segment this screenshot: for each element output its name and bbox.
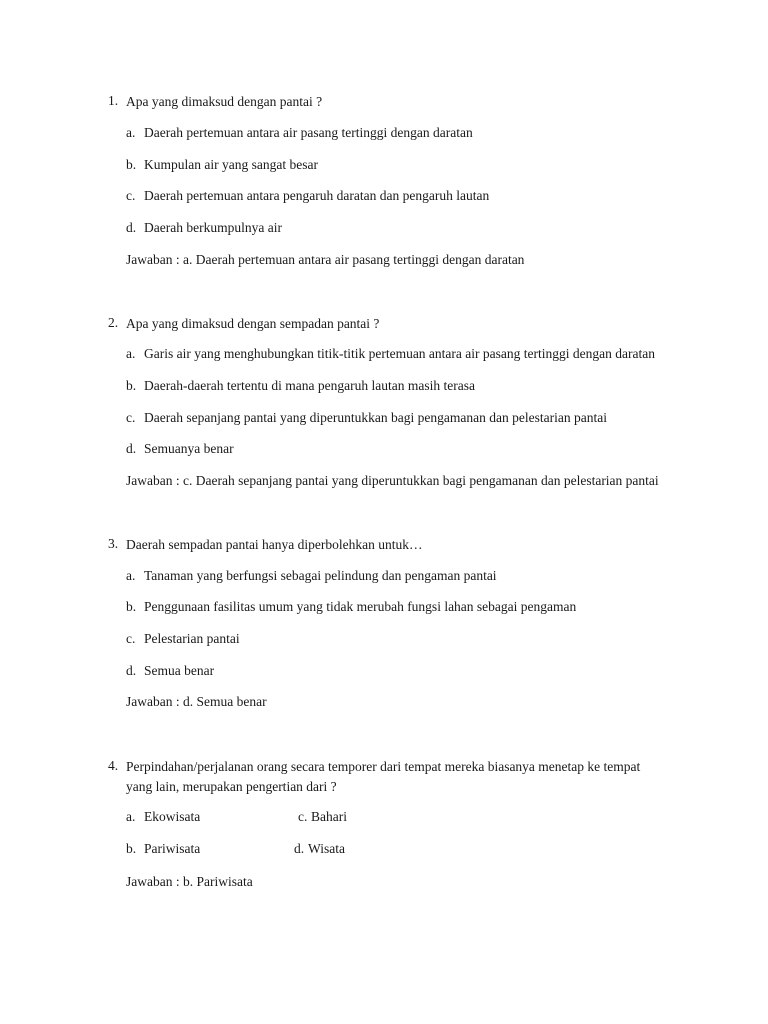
option-text: Kumpulan air yang sangat besar bbox=[144, 157, 318, 172]
option-text: Pariwisata bbox=[144, 841, 201, 856]
option-text: Tanaman yang berfungsi sebagai pelindung dan pengaman pantai bbox=[144, 568, 497, 583]
option-letter: c. bbox=[126, 410, 136, 425]
question-text: Daerah sempadan pantai hanya diperbolehkan untuk… bbox=[126, 537, 423, 552]
option-text: Daerah-daerah tertentu di mana pengaruh lautan masih terasa bbox=[144, 378, 475, 393]
option-letter: c. bbox=[126, 631, 136, 646]
option-text: Wisata bbox=[308, 841, 345, 856]
option-letter: d. bbox=[126, 663, 137, 678]
option-letter: c. bbox=[298, 809, 308, 824]
option-letter: b. bbox=[126, 378, 137, 393]
option-letter: b. bbox=[126, 599, 137, 614]
question-3-line bbox=[108, 535, 668, 553]
option-letter: d. bbox=[126, 441, 137, 456]
question-1-line bbox=[108, 92, 668, 110]
question-number: 4. bbox=[108, 758, 119, 773]
option-text: Daerah sepanjang pantai yang diperuntukkan bagi pengamanan dan pelestarian pantai bbox=[144, 410, 607, 425]
option-text: Daerah pertemuan antara air pasang tertinggi dengan daratan bbox=[144, 125, 473, 140]
question-3 bbox=[108, 535, 668, 553]
question-text: Apa yang dimaksud dengan pantai ? bbox=[126, 94, 323, 109]
question-number: 3. bbox=[108, 536, 119, 551]
question-4-line bbox=[108, 757, 668, 797]
question-text: Perpindahan/perjalanan orang secara temporer dari tempat mereka biasanya menetap ke tempat yang lain, merupakan pengertian dari ? bbox=[126, 759, 641, 794]
option-text: Pelestarian pantai bbox=[144, 631, 240, 646]
option-letter: d. bbox=[294, 841, 305, 856]
answer-2: Jawaban : c. Daerah sepanjang pantai yang diperuntukkan bagi pengamanan dan pelestarian pantai bbox=[126, 473, 659, 488]
option-text: Bahari bbox=[311, 809, 347, 824]
question-2-line bbox=[108, 314, 668, 332]
option-text: Ekowisata bbox=[144, 809, 201, 824]
option-text: Penggunaan fasilitas umum yang tidak merubah fungsi lahan sebagai pengaman bbox=[144, 599, 577, 614]
question-number: 1. bbox=[108, 93, 119, 108]
option-text: Daerah berkumpulnya air bbox=[144, 220, 282, 235]
option-letter: a. bbox=[126, 568, 136, 583]
option-letter: a. bbox=[126, 125, 136, 140]
answer-1: Jawaban : a. Daerah pertemuan antara air pasang tertinggi dengan daratan bbox=[126, 252, 525, 267]
option-letter: d. bbox=[126, 220, 137, 235]
option-letter: a. bbox=[126, 346, 136, 361]
question-2 bbox=[108, 314, 668, 332]
option-letter: a. bbox=[126, 809, 136, 824]
option-letter: b. bbox=[126, 841, 137, 856]
option-text: Semuanya benar bbox=[144, 441, 234, 456]
option-text: Daerah pertemuan antara pengaruh daratan dan pengaruh lautan bbox=[144, 188, 490, 203]
option-letter: b. bbox=[126, 157, 137, 172]
question-number: 2. bbox=[108, 315, 119, 330]
question-4 bbox=[108, 757, 668, 797]
question-text: Apa yang dimaksud dengan sempadan pantai ? bbox=[126, 316, 380, 331]
answer-4: Jawaban : b. Pariwisata bbox=[126, 874, 253, 889]
option-text: Semua benar bbox=[144, 663, 215, 678]
option-text: Garis air yang menghubungkan titik-titik pertemuan antara air pasang tertinggi dengan daratan bbox=[144, 346, 655, 361]
option-letter: c. bbox=[126, 188, 136, 203]
answer-3: Jawaban : d. Semua benar bbox=[126, 694, 267, 709]
question-1 bbox=[108, 92, 668, 110]
